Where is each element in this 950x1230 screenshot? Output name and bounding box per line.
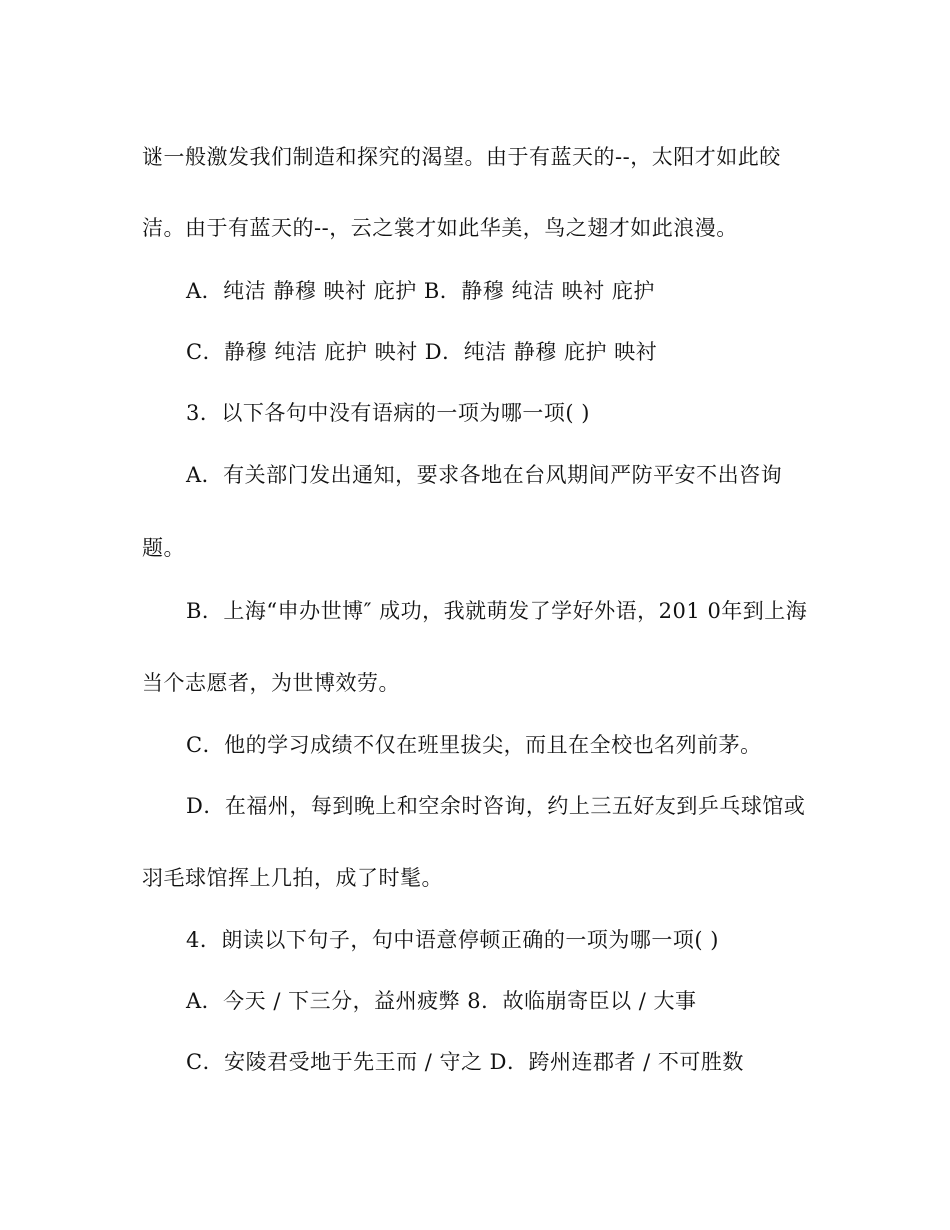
q3-option-a: A．有关部门发出通知，要求各地在台风期间严防平安不出咨询 [186,463,783,487]
q3-option-a-cont: 题。 [142,536,185,560]
text-line-continuation-2: 洁。由于有蓝天的--，云之裳才如此华美，鸟之翅才如此浪漫。 [142,216,738,240]
q3-option-b-cont: 当个志愿者，为世博效劳。 [142,671,400,695]
q2-options-ab: A．纯洁 静穆 映衬 庇护 B．静穆 纯洁 映衬 庇护 [186,279,655,303]
question-4-stem: 4．朗读以下句子，句中语意停顿正确的一项为哪一项( ) [186,928,719,952]
q4-options-ab: A．今天 / 下三分，益州疲弊 8．故临崩寄臣以 / 大事 [186,989,697,1013]
q3-option-d-cont: 羽毛球馆挥上几拍，成了时髦。 [142,866,443,890]
q4-options-cd: C．安陵君受地于先王而 / 守之 D．跨州连郡者 / 不可胜数 [186,1050,744,1074]
text-line-continuation-1: 谜一般激发我们制造和探究的渴望。由于有蓝天的--，太阳才如此皎 [142,145,781,169]
q3-option-d: D．在福州，每到晚上和空余时咨询，约上三五好友到乒乓球馆或 [186,794,806,818]
question-3-stem: 3．以下各句中没有语病的一项为哪一项( ) [186,401,590,425]
q3-option-b: B．上海“申办世博″ 成功，我就萌发了学好外语，201 0年到上海 [186,599,808,623]
q2-options-cd: C．静穆 纯洁 庇护 映衬 D．纯洁 静穆 庇护 映衬 [186,340,658,364]
q3-option-c: C．他的学习成绩不仅在班里拔尖，而且在全校也名列前茅。 [186,733,762,757]
